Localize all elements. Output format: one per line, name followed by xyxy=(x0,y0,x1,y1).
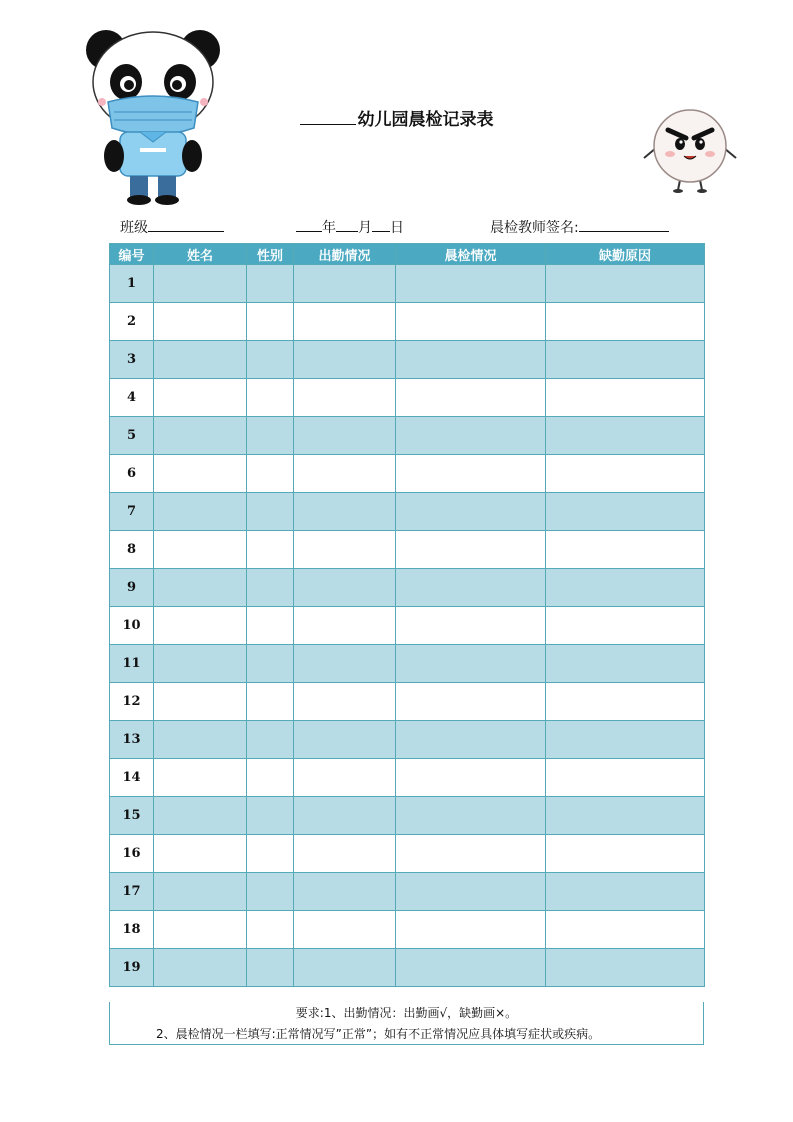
name-cell[interactable] xyxy=(154,607,247,645)
table-row xyxy=(110,873,705,911)
day-label: 日 xyxy=(390,220,404,236)
attendance-cell[interactable] xyxy=(294,683,396,721)
attendance-cell[interactable] xyxy=(294,569,396,607)
teacher-signature-blank xyxy=(579,217,669,232)
gender-cell[interactable] xyxy=(247,949,294,987)
gender-cell[interactable] xyxy=(247,835,294,873)
row-number: 19 xyxy=(110,949,154,987)
attendance-cell[interactable] xyxy=(294,607,396,645)
attendance-cell[interactable] xyxy=(294,303,396,341)
requirements-notes xyxy=(109,1002,704,1045)
month-blank xyxy=(336,217,358,232)
title-text: 幼儿园晨检记录表 xyxy=(357,110,494,130)
attendance-cell[interactable] xyxy=(294,911,396,949)
absence-reason-cell[interactable] xyxy=(546,911,705,949)
absence-reason-cell[interactable] xyxy=(546,265,705,303)
inspection-cell[interactable] xyxy=(396,569,546,607)
attendance-cell[interactable] xyxy=(294,645,396,683)
inspection-cell[interactable] xyxy=(396,835,546,873)
inspection-cell[interactable] xyxy=(396,721,546,759)
absence-reason-cell[interactable] xyxy=(546,341,705,379)
absence-reason-cell[interactable] xyxy=(546,417,705,455)
header-name: 姓名 xyxy=(154,244,247,265)
row-number: 5 xyxy=(110,417,154,455)
table-row xyxy=(110,493,705,531)
inspection-cell[interactable] xyxy=(396,797,546,835)
document-title xyxy=(0,105,793,130)
row-number: 14 xyxy=(110,759,154,797)
gender-cell[interactable] xyxy=(247,531,294,569)
table-row xyxy=(110,607,705,645)
table-row xyxy=(110,721,705,759)
header-gender: 性别 xyxy=(247,244,294,265)
inspection-cell[interactable] xyxy=(396,341,546,379)
attendance-cell[interactable] xyxy=(294,341,396,379)
absence-reason-cell[interactable] xyxy=(546,607,705,645)
teacher-signature-label: 晨检教师签名: xyxy=(490,220,579,236)
inspection-cell[interactable] xyxy=(396,759,546,797)
name-cell[interactable] xyxy=(154,531,247,569)
name-cell[interactable] xyxy=(154,645,247,683)
inspection-cell[interactable] xyxy=(396,493,546,531)
year-blank xyxy=(296,217,322,232)
class-label: 班级 xyxy=(120,220,148,236)
inspection-cell[interactable] xyxy=(396,455,546,493)
inspection-cell[interactable] xyxy=(396,911,546,949)
name-cell[interactable] xyxy=(154,911,247,949)
gender-cell[interactable] xyxy=(247,493,294,531)
class-blank xyxy=(148,217,224,232)
inspection-cell[interactable] xyxy=(396,379,546,417)
date-field xyxy=(296,217,404,237)
absence-reason-cell[interactable] xyxy=(546,303,705,341)
table-row xyxy=(110,645,705,683)
name-cell[interactable] xyxy=(154,721,247,759)
row-number: 2 xyxy=(110,303,154,341)
row-number: 10 xyxy=(110,607,154,645)
inspection-cell[interactable] xyxy=(396,417,546,455)
row-number: 9 xyxy=(110,569,154,607)
attendance-cell[interactable] xyxy=(294,759,396,797)
attendance-cell[interactable] xyxy=(294,417,396,455)
row-number: 11 xyxy=(110,645,154,683)
attendance-cell[interactable] xyxy=(294,455,396,493)
name-cell[interactable] xyxy=(154,455,247,493)
gender-cell[interactable] xyxy=(247,645,294,683)
absence-reason-cell[interactable] xyxy=(546,569,705,607)
table-row xyxy=(110,341,705,379)
name-cell[interactable] xyxy=(154,569,247,607)
name-cell[interactable] xyxy=(154,949,247,987)
gender-cell[interactable] xyxy=(247,379,294,417)
attendance-cell[interactable] xyxy=(294,265,396,303)
row-number: 8 xyxy=(110,531,154,569)
row-number: 13 xyxy=(110,721,154,759)
inspection-cell[interactable] xyxy=(396,645,546,683)
row-number: 4 xyxy=(110,379,154,417)
name-cell[interactable] xyxy=(154,493,247,531)
table-row xyxy=(110,683,705,721)
table-row xyxy=(110,949,705,987)
name-cell[interactable] xyxy=(154,835,247,873)
table-header-row xyxy=(110,244,705,265)
table-row xyxy=(110,379,705,417)
name-cell[interactable] xyxy=(154,379,247,417)
year-label: 年 xyxy=(322,220,336,236)
absence-reason-cell[interactable] xyxy=(546,455,705,493)
row-number: 7 xyxy=(110,493,154,531)
attendance-cell[interactable] xyxy=(294,873,396,911)
attendance-cell[interactable] xyxy=(294,379,396,417)
inspection-cell[interactable] xyxy=(396,873,546,911)
attendance-cell[interactable] xyxy=(294,835,396,873)
row-number: 6 xyxy=(110,455,154,493)
table-row xyxy=(110,835,705,873)
gender-cell[interactable] xyxy=(247,341,294,379)
inspection-cell[interactable] xyxy=(396,303,546,341)
name-cell[interactable] xyxy=(154,759,247,797)
absence-reason-cell[interactable] xyxy=(546,835,705,873)
name-cell[interactable] xyxy=(154,303,247,341)
gender-cell[interactable] xyxy=(247,569,294,607)
inspection-cell[interactable] xyxy=(396,607,546,645)
gender-cell[interactable] xyxy=(247,265,294,303)
table-row xyxy=(110,265,705,303)
attendance-cell[interactable] xyxy=(294,797,396,835)
table-row xyxy=(110,303,705,341)
gender-cell[interactable] xyxy=(247,455,294,493)
name-cell[interactable] xyxy=(154,873,247,911)
row-number: 3 xyxy=(110,341,154,379)
header-inspection: 晨检情况 xyxy=(396,244,546,265)
name-cell[interactable] xyxy=(154,417,247,455)
attendance-cell[interactable] xyxy=(294,721,396,759)
header-attendance: 出勤情况 xyxy=(294,244,396,265)
gender-cell[interactable] xyxy=(247,607,294,645)
row-number: 15 xyxy=(110,797,154,835)
inspection-cell[interactable] xyxy=(396,265,546,303)
row-number: 16 xyxy=(110,835,154,873)
month-label: 月 xyxy=(358,220,372,236)
absence-reason-cell[interactable] xyxy=(546,949,705,987)
absence-reason-cell[interactable] xyxy=(546,721,705,759)
day-blank xyxy=(372,217,390,232)
table-row xyxy=(110,417,705,455)
table-row xyxy=(110,911,705,949)
inspection-cell[interactable] xyxy=(396,683,546,721)
gender-cell[interactable] xyxy=(247,873,294,911)
attendance-cell[interactable] xyxy=(294,531,396,569)
absence-reason-cell[interactable] xyxy=(546,493,705,531)
kindergarten-name-blank xyxy=(300,110,356,125)
table-row xyxy=(110,797,705,835)
name-cell[interactable] xyxy=(154,797,247,835)
inspection-table xyxy=(109,243,705,987)
gender-cell[interactable] xyxy=(247,759,294,797)
row-number: 17 xyxy=(110,873,154,911)
absence-reason-cell[interactable] xyxy=(546,683,705,721)
gender-cell[interactable] xyxy=(247,797,294,835)
gender-cell[interactable] xyxy=(247,911,294,949)
inspection-cell[interactable] xyxy=(396,949,546,987)
absence-reason-cell[interactable] xyxy=(546,645,705,683)
absence-reason-cell[interactable] xyxy=(546,759,705,797)
name-cell[interactable] xyxy=(154,265,247,303)
inspection-cell[interactable] xyxy=(396,531,546,569)
row-number: 18 xyxy=(110,911,154,949)
absence-reason-cell[interactable] xyxy=(546,873,705,911)
row-number: 12 xyxy=(110,683,154,721)
table-row xyxy=(110,455,705,493)
teacher-signature-field xyxy=(490,217,669,237)
table-row xyxy=(110,759,705,797)
table-row xyxy=(110,569,705,607)
header-absence-reason: 缺勤原因 xyxy=(546,244,705,265)
attendance-cell[interactable] xyxy=(294,493,396,531)
row-number: 1 xyxy=(110,265,154,303)
class-field xyxy=(120,217,224,237)
absence-reason-cell[interactable] xyxy=(546,797,705,835)
name-cell[interactable] xyxy=(154,683,247,721)
requirement-line-1: 要求:1、出勤情况：出勤画√，缺勤画×。 xyxy=(295,1006,518,1020)
absence-reason-cell[interactable] xyxy=(546,379,705,417)
attendance-cell[interactable] xyxy=(294,949,396,987)
gender-cell[interactable] xyxy=(247,303,294,341)
absence-reason-cell[interactable] xyxy=(546,531,705,569)
gender-cell[interactable] xyxy=(247,417,294,455)
table-body xyxy=(110,265,705,987)
name-cell[interactable] xyxy=(154,341,247,379)
requirement-line-2: 2、晨检情况一栏填写:正常情况写”正常”；如有不正常情况应具体填写症状或疾病。 xyxy=(156,1027,601,1041)
table-row xyxy=(110,531,705,569)
header-number: 编号 xyxy=(110,244,154,265)
gender-cell[interactable] xyxy=(247,721,294,759)
gender-cell[interactable] xyxy=(247,683,294,721)
